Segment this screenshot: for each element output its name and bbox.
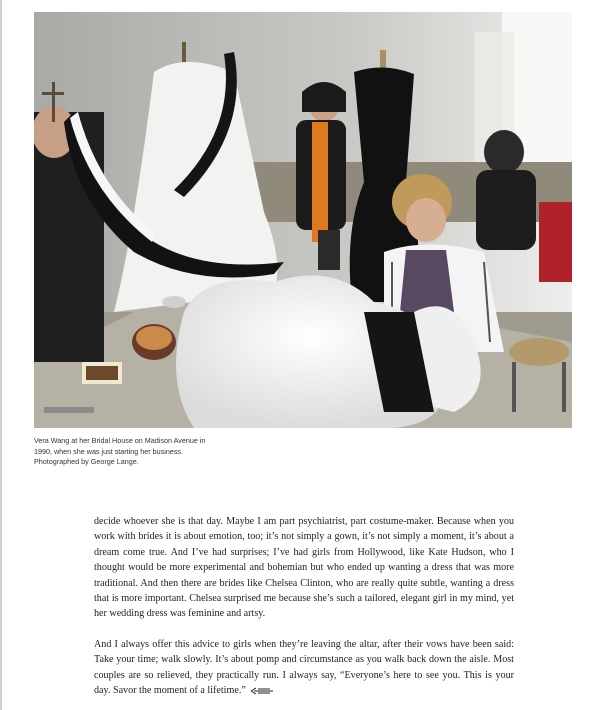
page-edge <box>0 0 2 710</box>
photo-illustration <box>34 12 572 428</box>
article-body <box>94 514 514 698</box>
paragraph-text: And I always offer this advice to girls when they’re leaving the altar, after their vows have been said: Take your time; walk slowly. It’s about pomp and circumstance as you walk back down the aisle. Most couples are so relieved, they practically run. I always say, “Everyone’s here to see you. This is your day. Savor the moment of a lifetime.” <box>94 638 514 697</box>
paragraph <box>94 637 514 699</box>
paragraph: decide whoever she is that day. Maybe I am part psychiatrist, part costume-maker. Because when you work with brides it is about emotion, too; it’s not simply a gown, it’s not simply a moment, it’s about a dream come true. And I’ve had surprises; I’ve had girls from Hollywood, like Kate Hudson, who I thought would be more experimental and bohemian but who ended up wanting a dress that was more traditional. And then there are brides like Chelsea Clinton, who are really quite subtle, wanting a dress that is more important. Chelsea surprised me because she’s such a tailored, elegant girl in my mind, yet her wedding dress was feminine and artsy. <box>94 516 514 620</box>
photo-caption: Vera Wang at her Bridal House on Madison Avenue in 1990, when she was just starting her business. Photographed by George Lange. <box>34 436 206 466</box>
end-ornament-icon <box>250 687 274 695</box>
photo <box>34 12 572 428</box>
